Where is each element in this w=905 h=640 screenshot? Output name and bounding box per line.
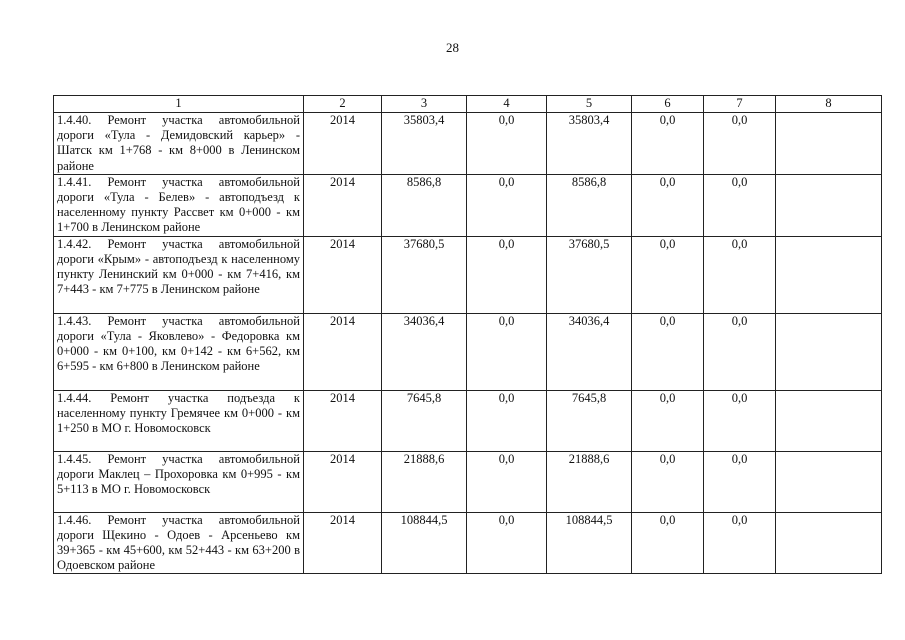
year-cell: 2014 [304,512,382,574]
column-4-cell: 0,0 [467,512,547,574]
column-header: 8 [776,96,882,113]
column-6-cell: 0,0 [632,313,704,390]
total-amount-cell: 108844,5 [382,512,467,574]
column-5-cell: 35803,4 [547,113,632,175]
year-cell: 2014 [304,113,382,175]
table-row [54,174,882,236]
column-5-cell: 37680,5 [547,236,632,313]
column-7-cell: 0,0 [704,236,776,313]
column-4-cell: 0,0 [467,174,547,236]
column-header: 7 [704,96,776,113]
table-header-row [54,96,882,113]
total-amount-cell: 37680,5 [382,236,467,313]
page-number: 28 [446,40,459,55]
column-8-cell [776,512,882,574]
column-8-cell [776,236,882,313]
year-cell: 2014 [304,390,382,451]
column-4-cell: 0,0 [467,313,547,390]
column-5-cell: 8586,8 [547,174,632,236]
column-7-cell: 0,0 [704,512,776,574]
table-row [54,512,882,574]
column-header: 4 [467,96,547,113]
column-6-cell: 0,0 [632,390,704,451]
column-4-cell: 0,0 [467,451,547,512]
road-repair-description: 1.4.43. Ремонт участка автомобильной дороги «Тула - Яковлево» - Федоровка км 0+000 - км 0+100, км 0+142 - км 6+562, км 6+595 - км 6+800 в Ленинском районе [54,313,304,390]
road-repair-description: 1.4.41. Ремонт участка автомобильной дороги «Тула - Белев» - автоподъезд к населенному пункту Рассвет км 0+000 - км 1+700 в Ленинском районе [54,174,304,236]
column-8-cell [776,313,882,390]
road-repair-description: 1.4.40. Ремонт участка автомобильной дороги «Тула - Демидовский карьер» - Шатск км 1+768 - км 8+000 в Ленинском районе [54,113,304,175]
year-cell: 2014 [304,451,382,512]
column-5-cell: 21888,6 [547,451,632,512]
column-7-cell: 0,0 [704,174,776,236]
budget-table [53,95,882,574]
column-header: 6 [632,96,704,113]
column-5-cell: 108844,5 [547,512,632,574]
road-repair-description: 1.4.44. Ремонт участка подъезда к населенному пункту Гремячее км 0+000 - км 1+250 в МО г. Новомосковск [54,390,304,451]
column-6-cell: 0,0 [632,451,704,512]
total-amount-cell: 8586,8 [382,174,467,236]
table-row [54,390,882,451]
year-cell: 2014 [304,174,382,236]
road-repair-description: 1.4.46. Ремонт участка автомобильной дороги Щекино - Одоев - Арсеньево км 39+365 - км 45+600, км 52+443 - км 63+200 в Одоевском районе [54,512,304,574]
column-header: 1 [54,96,304,113]
column-header: 3 [382,96,467,113]
column-8-cell [776,174,882,236]
table-row [54,313,882,390]
column-6-cell: 0,0 [632,113,704,175]
column-8-cell [776,113,882,175]
road-repair-description: 1.4.45. Ремонт участка автомобильной дороги Маклец – Прохоровка км 0+995 - км 5+113 в МО г. Новомосковск [54,451,304,512]
column-7-cell: 0,0 [704,113,776,175]
table-row [54,113,882,175]
column-5-cell: 7645,8 [547,390,632,451]
column-4-cell: 0,0 [467,236,547,313]
column-5-cell: 34036,4 [547,313,632,390]
total-amount-cell: 21888,6 [382,451,467,512]
column-7-cell: 0,0 [704,451,776,512]
column-4-cell: 0,0 [467,113,547,175]
column-6-cell: 0,0 [632,512,704,574]
column-4-cell: 0,0 [467,390,547,451]
table-row [54,451,882,512]
year-cell: 2014 [304,313,382,390]
column-7-cell: 0,0 [704,390,776,451]
road-repair-description: 1.4.42. Ремонт участка автомобильной дороги «Крым» - автоподъезд к населенному пункту Ленинский км 0+000 - км 7+416, км 7+443 - км 7+775 в Ленинском районе [54,236,304,313]
column-6-cell: 0,0 [632,236,704,313]
column-8-cell [776,451,882,512]
column-header: 2 [304,96,382,113]
column-7-cell: 0,0 [704,313,776,390]
year-cell: 2014 [304,236,382,313]
total-amount-cell: 7645,8 [382,390,467,451]
column-8-cell [776,390,882,451]
column-6-cell: 0,0 [632,174,704,236]
table-row [54,236,882,313]
total-amount-cell: 34036,4 [382,313,467,390]
total-amount-cell: 35803,4 [382,113,467,175]
column-header: 5 [547,96,632,113]
